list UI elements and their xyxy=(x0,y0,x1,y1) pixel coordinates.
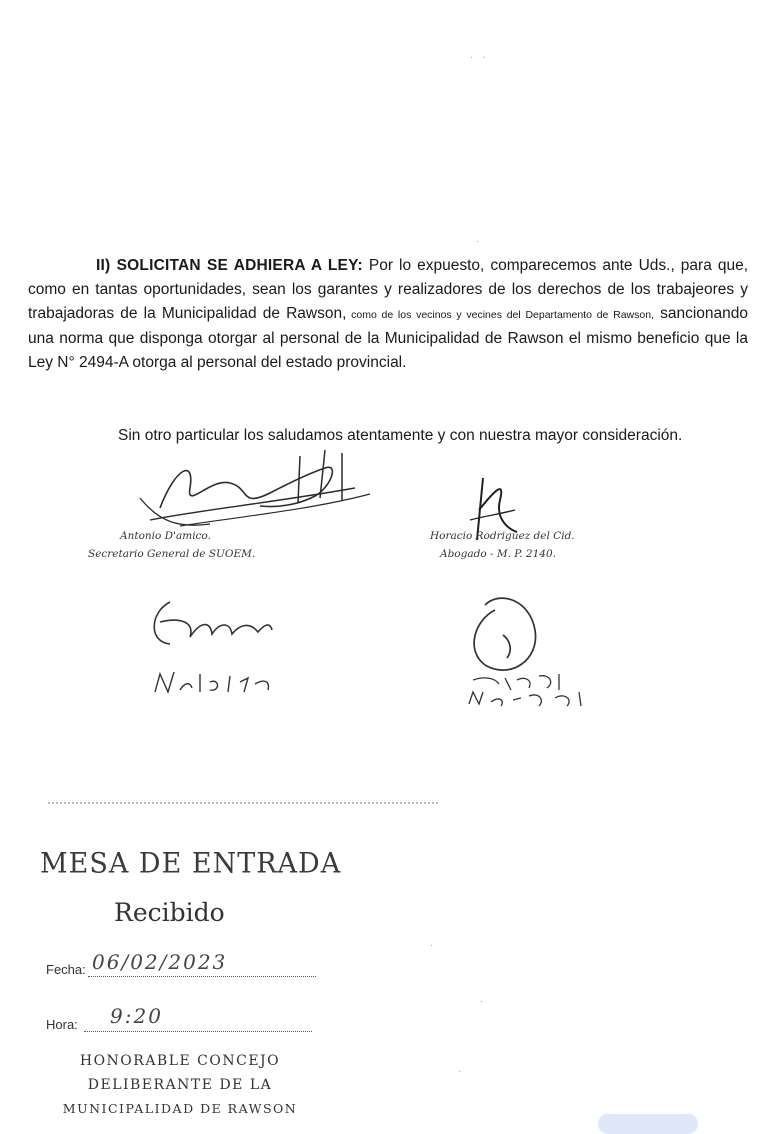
signature-delegada xyxy=(455,580,625,720)
fecha-label: Fecha: xyxy=(46,962,86,977)
separator-line xyxy=(48,802,438,806)
paragraph-small-text: como de los vecinos y vecines del Departamento de Rawson, xyxy=(346,309,654,321)
signature-maidana xyxy=(140,592,340,712)
signer-name: Horacio Rodriguez del Cid. xyxy=(430,530,575,542)
scan-speck: · xyxy=(476,236,483,247)
hora-label: Hora: xyxy=(46,1017,78,1032)
signer-title: Secretario General de SUOEM. xyxy=(88,548,256,560)
scan-speck: · xyxy=(480,996,487,1007)
section-heading: II) SOLICITAN SE ADHIERA A LEY: xyxy=(96,257,363,274)
signer-name: Antonio D'amico. xyxy=(120,530,211,542)
request-paragraph xyxy=(28,254,748,375)
signature-caption-right-title xyxy=(440,548,556,560)
signer-title: Abogado - M. P. 2140. xyxy=(440,548,556,560)
scan-speck: · · xyxy=(470,52,489,63)
closing-paragraph xyxy=(28,424,748,448)
closing-text: Sin otro particular los saludamos atentamente y con nuestra mayor consideración. xyxy=(118,427,683,444)
stamp-org-line: HONORABLE CONCEJO xyxy=(79,1053,281,1069)
scan-artifact xyxy=(598,1114,698,1134)
paragraph-text: Por lo expuesto, comparecemos ante Uds., para que, como en tantas oportunidades, sean los garantes y realizadores de los derechos de los trabajeores y trabajadoras de la Municipalidad de Rawson, xyxy=(28,257,749,322)
paragraph-text: sancionando una norma que disponga otorgar al personal de la Municipalidad de Rawson el mismo beneficio que la Ley N° 2494-A otorga al personal del estado provincial. xyxy=(28,305,749,371)
stamp-org-line: DELIBERANTE DE LA xyxy=(87,1077,273,1093)
scan-speck: · xyxy=(430,940,437,951)
signature-antonio xyxy=(120,448,380,538)
hora-value: 9:20 xyxy=(110,1004,163,1028)
stamp-subtitle: Recibido xyxy=(114,898,225,927)
signature-caption-right xyxy=(430,530,575,542)
stamp-org-line: MUNICIPALIDAD DE RAWSON xyxy=(62,1101,298,1116)
scan-speck: · xyxy=(458,1066,465,1077)
stamp-title: MESA DE ENTRADA xyxy=(40,847,342,880)
signature-caption-left xyxy=(120,530,211,542)
signature-caption-left-title xyxy=(88,548,255,560)
fecha-value: 06/02/2023 xyxy=(92,950,228,974)
